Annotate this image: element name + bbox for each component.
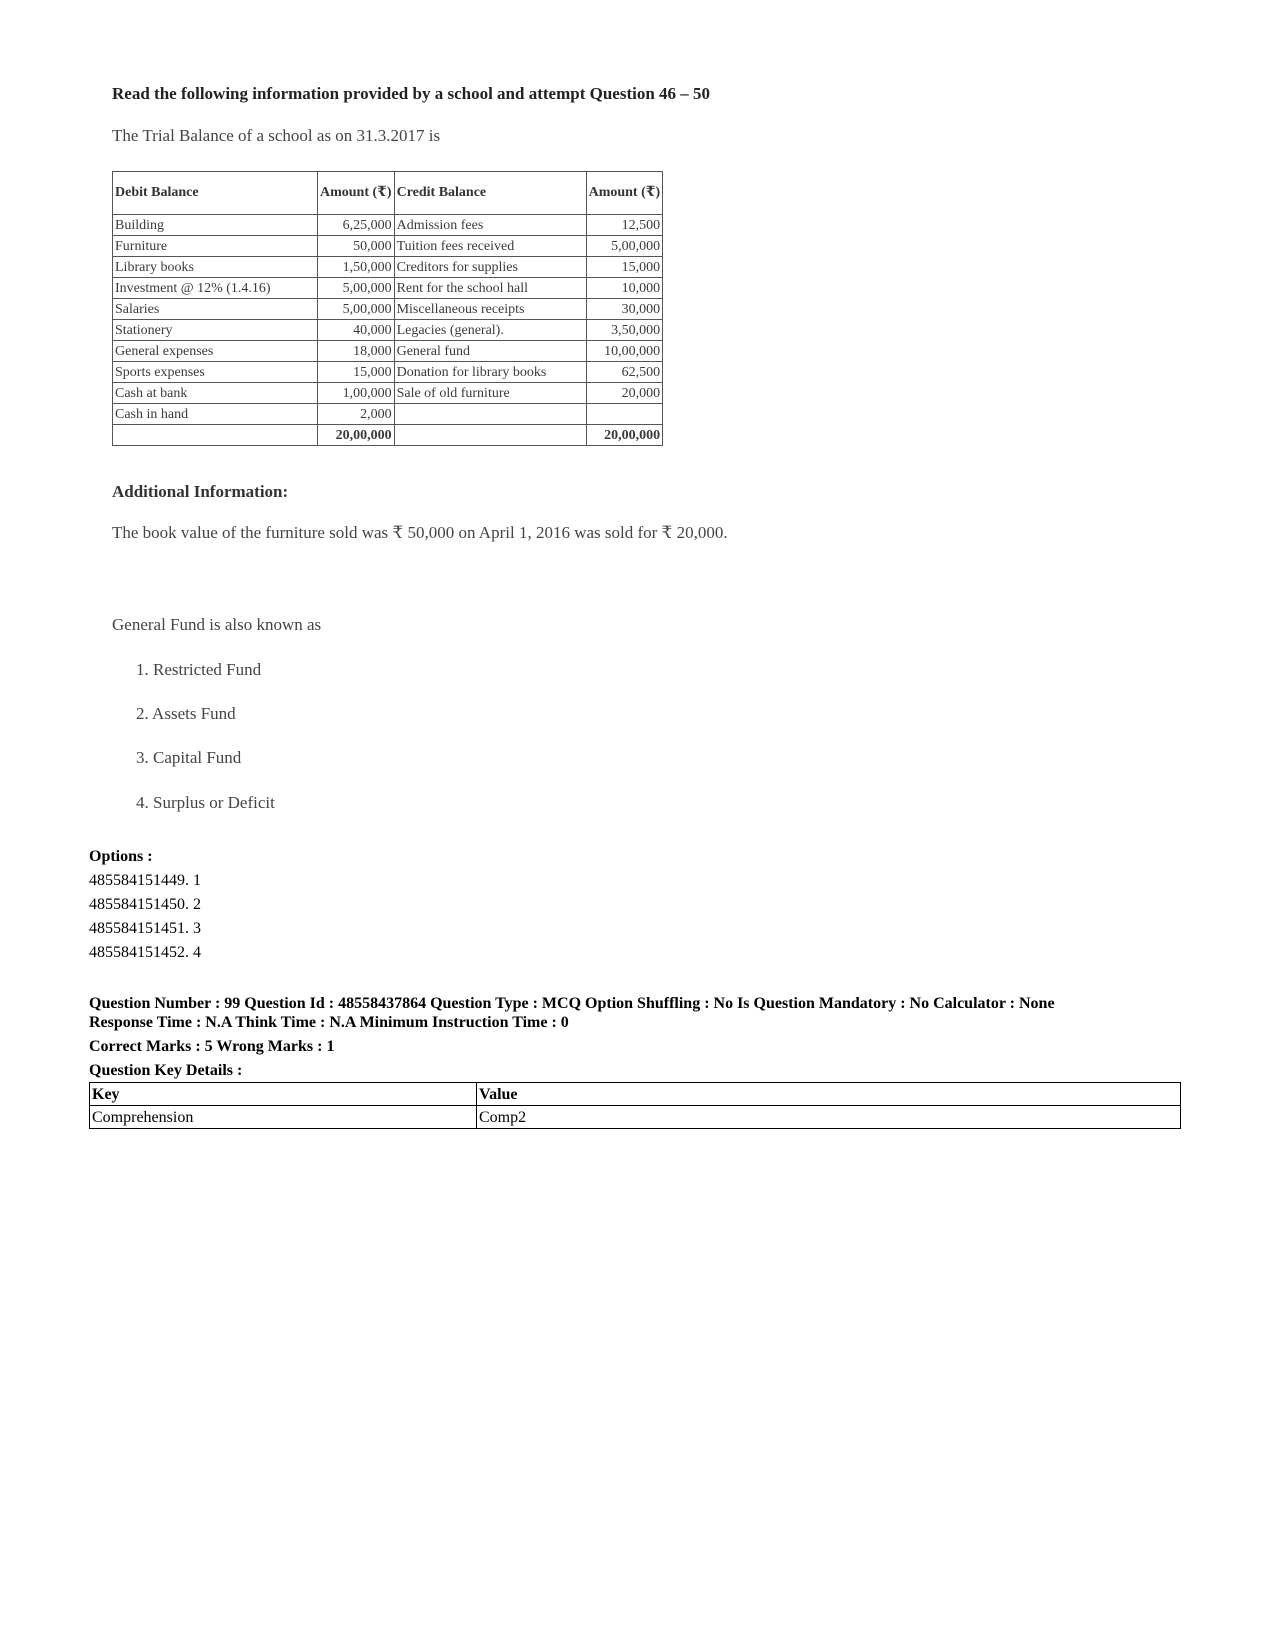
debit-amount: 2,000 — [318, 404, 395, 425]
value-cell: Comp2 — [477, 1106, 1181, 1129]
value-header: Value — [477, 1083, 1181, 1106]
credit-item: General fund — [394, 341, 586, 362]
debit-amount: 6,25,000 — [318, 215, 395, 236]
debit-item: General expenses — [113, 341, 318, 362]
credit-item: Creditors for supplies — [394, 257, 586, 278]
table-row — [90, 1106, 1181, 1129]
totals-spacer — [113, 425, 318, 446]
debit-total: 20,00,000 — [318, 425, 395, 446]
debit-amount: 15,000 — [318, 362, 395, 383]
credit-amount: 62,500 — [586, 362, 663, 383]
debit-amount: 5,00,000 — [318, 299, 395, 320]
credit-amount: 15,000 — [586, 257, 663, 278]
debit-item: Building — [113, 215, 318, 236]
debit-item: Cash in hand — [113, 404, 318, 425]
credit-amount: 5,00,000 — [586, 236, 663, 257]
option-item: 485584151451. 3 — [89, 920, 201, 937]
question-meta-line-2: Response Time : N.A Think Time : N.A Minimum Instruction Time : 0 — [89, 1014, 569, 1031]
debit-amount: 50,000 — [318, 236, 395, 257]
credit-item: Miscellaneous receipts — [394, 299, 586, 320]
option-item: 485584151450. 2 — [89, 896, 201, 913]
options-label: Options : — [89, 848, 153, 865]
table-row — [113, 215, 663, 236]
debit-amount: 5,00,000 — [318, 278, 395, 299]
trial-balance-table — [112, 171, 663, 446]
credit-item: Legacies (general). — [394, 320, 586, 341]
additional-info-title: Additional Information: — [112, 482, 289, 501]
table-row — [113, 320, 663, 341]
question-key-table — [89, 1082, 1181, 1129]
credit-amount: 12,500 — [586, 215, 663, 236]
question-meta-line-1: Question Number : 99 Question Id : 48558437864 Question Type : MCQ Option Shuffling : No Is Question Mandatory : No Calculator : None — [89, 995, 1055, 1012]
option-item: 485584151452. 4 — [89, 944, 201, 961]
choice-2: 2. Assets Fund — [136, 704, 236, 723]
header-credit-amount: Amount (₹) — [586, 172, 663, 215]
totals-spacer — [394, 425, 586, 446]
key-cell: Comprehension — [90, 1106, 477, 1129]
debit-amount: 18,000 — [318, 341, 395, 362]
choice-4: 4. Surplus or Deficit — [136, 793, 275, 812]
credit-amount: 10,00,000 — [586, 341, 663, 362]
marks-line: Correct Marks : 5 Wrong Marks : 1 — [89, 1038, 335, 1055]
credit-item: Sale of old furniture — [394, 383, 586, 404]
totals-row — [113, 425, 663, 446]
table-row — [113, 383, 663, 404]
comprehension-heading: Read the following information provided by a school and attempt Question 46 – 50 — [112, 84, 711, 103]
key-details-label: Question Key Details : — [89, 1062, 243, 1079]
header-debit-balance: Debit Balance — [113, 172, 318, 215]
choice-3: 3. Capital Fund — [136, 748, 242, 767]
credit-amount: 20,000 — [586, 383, 663, 404]
choice-1: 1. Restricted Fund — [136, 660, 262, 679]
additional-info-text: The book value of the furniture sold was ₹ 50,000 on April 1, 2016 was sold for ₹ 20,000. — [112, 523, 728, 542]
trial-balance-intro: The Trial Balance of a school as on 31.3.2017 is — [112, 126, 441, 145]
key-table-header — [90, 1083, 1181, 1106]
credit-item — [394, 404, 586, 425]
credit-amount: 30,000 — [586, 299, 663, 320]
credit-item: Admission fees — [394, 215, 586, 236]
table-row — [113, 257, 663, 278]
debit-item: Investment @ 12% (1.4.16) — [113, 278, 318, 299]
credit-amount — [586, 404, 663, 425]
debit-amount: 40,000 — [318, 320, 395, 341]
credit-item: Tuition fees received — [394, 236, 586, 257]
table-row — [113, 236, 663, 257]
debit-amount: 1,50,000 — [318, 257, 395, 278]
header-credit-balance: Credit Balance — [394, 172, 586, 215]
option-item: 485584151449. 1 — [89, 872, 201, 889]
table-row — [113, 278, 663, 299]
credit-amount: 10,000 — [586, 278, 663, 299]
credit-amount: 3,50,000 — [586, 320, 663, 341]
credit-item: Rent for the school hall — [394, 278, 586, 299]
credit-item: Donation for library books — [394, 362, 586, 383]
debit-item: Library books — [113, 257, 318, 278]
debit-item: Furniture — [113, 236, 318, 257]
credit-total: 20,00,000 — [586, 425, 663, 446]
table-row — [113, 299, 663, 320]
debit-item: Salaries — [113, 299, 318, 320]
question-stem: General Fund is also known as — [112, 615, 322, 634]
debit-item: Cash at bank — [113, 383, 318, 404]
debit-item: Sports expenses — [113, 362, 318, 383]
header-debit-amount: Amount (₹) — [318, 172, 395, 215]
trial-balance-header — [113, 172, 663, 215]
table-row — [113, 341, 663, 362]
debit-amount: 1,00,000 — [318, 383, 395, 404]
table-row — [113, 362, 663, 383]
table-row — [113, 404, 663, 425]
debit-item: Stationery — [113, 320, 318, 341]
key-header: Key — [90, 1083, 477, 1106]
